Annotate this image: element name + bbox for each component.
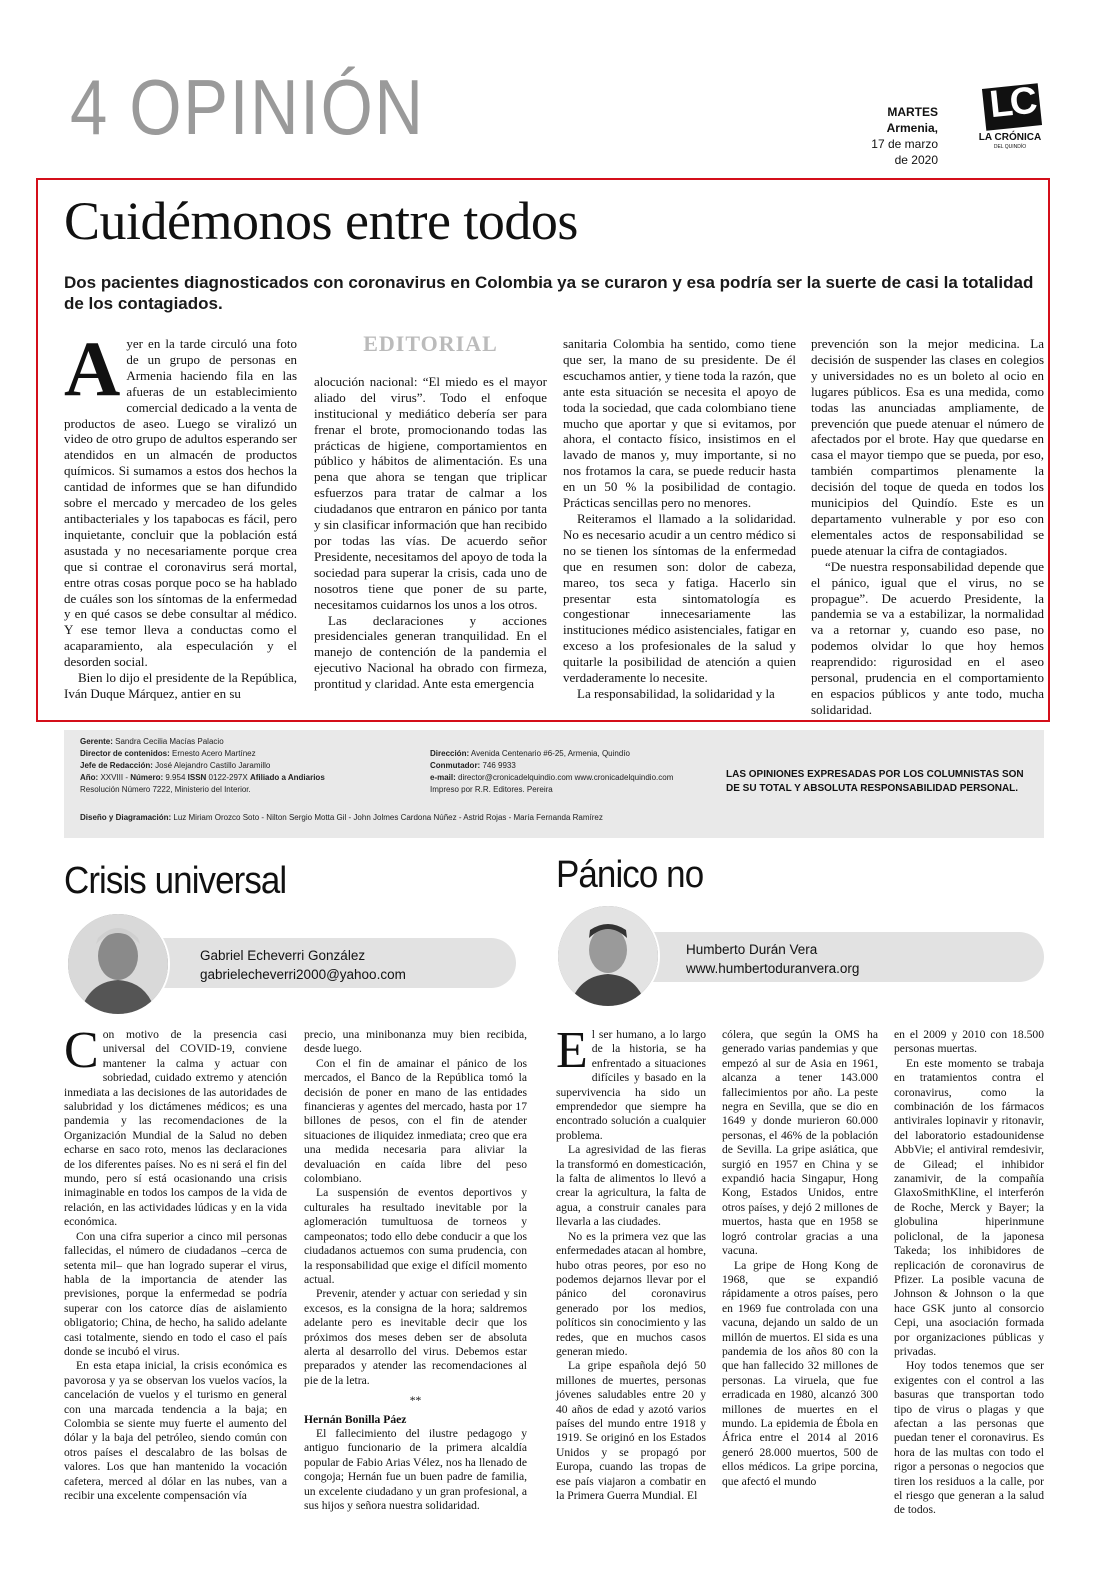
date-year: de 2020 [894, 153, 938, 167]
paragraph: La suspensión de eventos deportivos y culturales ha resultado inevitable por la aglomeración tumultuosa de torneos y campeonatos; todo ello debe conducir a que los ciudadanos actuemos con suma prudencia, con la responsabilidad que exige el difícil momento actual. [304, 1186, 527, 1286]
staff-right: Dirección: Avenida Centenario #6-25, Armenia, Quindío Conmutador: 746 9933 e-mail: director@cronicadelquindio.com www.cronicadelquindio.com Impreso por R.R. Editores. Pereira [430, 749, 674, 794]
paragraph: precio, una minibonanza muy bien recibida, desde luego. [304, 1028, 527, 1056]
paragraph: Con una cifra superior a cinco mil personas fallecidas, el número de ciudadanos –cerca de setenta mil– que han logrado superar el virus, habla de la importancia de atender las previsiones, porque la enfermedad se podría superar con los catorce días de aislamiento obligatorio; China, de hecho, ha salido adelante casi totalmente, siendo en todo el caso el país donde se incubó el virus. [64, 1229, 287, 1358]
column-right-title: Pánico no [556, 854, 704, 896]
paragraph: Reiteramos el llamado a la solidaridad. No es necesario acudir a un centro médico si no se tienen los síntomas de la enfermedad que en resumen son: dolor de cabeza, mareo, tos seca y fatiga. Hacerlo sin presentar esta sintomatología es congestionar innecesariamente las instituciones médico asistenciales, fatigar en exceso a los profesionales de la salud y quitarle la posibilidad de atención a quien verdaderamente lo necesite. [563, 510, 796, 686]
logo-sub: DEL QUINDÍO [993, 144, 1027, 150]
page-header [70, 63, 425, 151]
date-day: MARTES [887, 105, 938, 119]
editorial-column-3 [563, 336, 796, 702]
portrait-placeholder-icon [68, 914, 168, 1014]
opinion-disclaimer: LAS OPINIONES EXPRESADAS POR LOS COLUMNISTAS SON DE SU TOTAL Y ABSOLUTA RESPONSABILIDAD PERSONAL. [726, 769, 1024, 794]
paragraph: en el 2009 y 2010 con 18.500 personas muertas. [894, 1028, 1044, 1056]
paragraph: El ser humano, a lo largo de la historia, se ha enfrentado a situaciones difíciles y basado en la supervivencia ha sido un emprendedor que siempre ha encontrado solución a cualquier problema. [556, 1022, 706, 1142]
editorial-lead: Dos pacientes diagnosticados con coronavirus en Colombia ya se curaron y esa podría ser la suerte de casi la totalidad de los contagiados. [64, 273, 1034, 313]
paragraph: “De nuestra responsabilidad depende que el pánico, igual que el virus, no se propague”. De acuerdo Presidente, la pandemia se va a estabilizar, la normalidad va a retornar y, cuando eso pase, no podemos olvidar lo que hoy hemos reaprendido: rigurosidad en el aseo personal, prudencia en el comportamiento en espacios públicos y ante todo, mucha solidaridad. [811, 558, 1044, 717]
column-right-text-2 [722, 1028, 878, 1489]
column-left-byline [122, 938, 516, 988]
column-left-text-2 [304, 1028, 527, 1513]
staff-design: Diseño y Diagramación: Luz Miriam Orozco Soto - Nilton Sergio Motta Gil - John Jolmes Cardona Núñez - Astrid Rojas - María Fernanda Ramírez [80, 813, 603, 822]
date-line: 17 de marzo [871, 137, 938, 151]
author-photo [66, 912, 170, 1016]
paragraph: Con el fin de amainar el pánico de los mercados, el Banco de la República tomó la decisión de poner en mano de las entidades financieras y agentes del mercado, hasta por 17 billones de pesos, con el fin de atender situaciones de iliquidez inmediata; creo que era una medida necesaria para aliviar la devaluación en caída libre del peso colombiano. [304, 1056, 527, 1186]
column-left-title: Crisis universal [64, 860, 287, 902]
editorial-column-1 [64, 325, 297, 702]
paragraph: cólera, que según la OMS ha generado varias pandemias y que empezó al sur de Asia en 1961, alcanza a tener 143.000 fallecimientos por año. La peste negra en Sevilla, que se dio en 1649 y donde murieron 60.000 personas, el 46% de la población de Sevilla. La gripe asiática, que surgió en 1957 en China y se expandió hacia Singapur, Hong Kong, Estados Unidos, entre otros países, y dejó 2 millones de muertos, hasta que en 1958 se logró controlar gracias a una vacuna. [722, 1028, 878, 1258]
paragraph: La responsabilidad, la solidaridad y la [577, 685, 775, 701]
portrait-placeholder-icon [558, 906, 658, 1006]
separator: ** [409, 1394, 422, 1408]
paragraph: sanitaria Colombia ha sentido, como tiene que ser, la mano de su presidente. De él escuchamos antier, y tiene toda la razón, que ante esta situación se necesita el apoyo de toda la sociedad, que cada colombiano tiene mucho que aportar y que si evitamos, por ahora, el contacto físico, insistimos en el lavado de manos y, muy importante, si no nos frotamos la cara, se puede reducir hasta en un 50 % la posibilidad de contagio. Prácticas sencillas pero no menores. [563, 336, 796, 511]
drop-cap: C [64, 1022, 99, 1079]
drop-cap: E [556, 1022, 588, 1079]
editorial-tag: EDITORIAL [363, 331, 498, 356]
newspaper-logo [978, 79, 1044, 150]
staff-left: Gerente: Sandra Cecilia Macías Palacio Director de contenidos: Ernesto Acero Martínez Jefe de Redacción: José Alejandro Castillo Jaramillo Año: XXVIII - Número: 9.954 ISSN 0122-297X Afiliado a Andiarios Resolución Número 7222, Ministerio del Interior. [80, 737, 325, 794]
paragraph: La gripe de Hong Kong de 1968, que se expandió rápidamente a otros países, pero en 1969 fue controlada con una vacuna, dejando un saldo de un millón de muertos. El sida es una pandemia de los años 80 con la que han fallecido 32 millones de personas. La viruela, que fue erradicada en 1980, alcanzó 300 millones de muertes en el mundo. La epidemia de Ébola en África entre el 2014 al 2016 generó 28.000 muertos, 500 de ellos médicos. La gripe porcina, que afectó el mundo [722, 1258, 878, 1488]
paragraph: Prevenir, atender y actuar con seriedad y sin excesos, es la consigna de la hora; saldremos adelante pero es inevitable decir que los próximos dos meses deben ser de absoluta alerta al desarrollo del virus. Debemos estar preparados y atender las recomendaciones al pie de la letra. [304, 1287, 527, 1387]
paragraph: En este momento se trabaja en tratamientos contra el coronavirus, como la combinación de los fármacos antivirales lopinavir y ritonavir, del laboratorio estadounidense AbbVie; el antiviral remdesivir, de Gilead; el inhibidor zanamivir, de la compañía GlaxoSmithKline, el interferón de Roche, Merck y Bayer; la globulina hiperinmune policlonal, de la japonesa Takeda; los inhibidores de replicación de coronavirus de Pfizer. La posible vacuna de Johnson & Johnson o la que hace GSK junto al consorcio Cepi, una asociación formada por organizaciones públicas y privadas. [894, 1056, 1044, 1358]
column-right-byline [612, 932, 1044, 982]
paragraph: Bien lo dijo el presidente de la República, Iván Duque Márquez, antier en su [64, 670, 297, 701]
editorial-column-2 [314, 331, 547, 692]
author-name: Humberto Durán Vera [686, 942, 818, 957]
logo-initials: LC [987, 79, 1037, 127]
author-name: Gabriel Echeverri González [200, 948, 366, 963]
editorial-headline: Cuidémonos entre todos [64, 191, 578, 251]
paragraph: Las declaraciones y acciones presidenciales generan tranquilidad. En el manejo de contención de la pandemia el ejecutivo Nacional ha obrado con firmeza, prontitud y claridad. Ante esta emergencia [314, 612, 547, 692]
logo-name: LA CRÓNICA [978, 132, 1042, 143]
paragraph: Con motivo de la presencia casi universal del COVID-19, conviene mantener la calma y actuar con sobriedad, cuidado extremo y atención inmediata a las decisiones de las autoridades de salubridad y los dictámenes médicos; es una pandemia y las recomendaciones de la Organización Mundial de la Salud no deben echarse en saco roto, menos las declaraciones de los diferentes países. No es ni será el fin del mundo, pero sí está ocasionando una crisis inimaginable en todos los campos de la vida de relación, en las actividades lúdicas y en la vida económica. [64, 1022, 287, 1229]
date-city: Armenia, [886, 121, 938, 135]
paragraph: El fallecimiento del ilustre pedagogo y antiguo funcionario de la primera alcaldía popular de Fabio Arias Vélez, nos ha llenado de congoja; Hernán fue un buen padre de familia, un excelente ciudadano y un gran profesional, a sus hijos y señora nuestra solidaridad. [304, 1426, 527, 1512]
column-left-text-1 [64, 1022, 287, 1503]
subheading: Hernán Bonilla Páez [304, 1412, 407, 1426]
column-right-text-3 [894, 1028, 1044, 1518]
page-number: 4 [70, 63, 110, 151]
author-photo [556, 904, 660, 1008]
section-title: OPINIÓN [129, 63, 425, 151]
paragraph: prevención son la mejor medicina. La decisión de suspender las clases en colegios y universidades no es un boleto al ocio en lugares públicos. Esa es una medida, como todas las anunciadas ampliamente, de prevención que puede atenuar el número de afectados por el brote. Hay que quedarse en casa el mayor tiempo que se pueda, por eso, también compartimos plenamente la decisión del toque de queda en todos los municipios del Quindío. Este es un departamento vulnerable y por eso con elementales actos de responsabilidad se puede atenuar la cifra de contagiados. [811, 336, 1044, 558]
paragraph: Ayer en la tarde circuló una foto de un grupo de personas en Armenia haciendo fila en las afueras de un establecimiento comercial dedicado a la venta de productos de aseo. Luego se viralizó un video de otro grupo de adultos esperando ser atendidos en un almacén de productos químicos. Si sumamos a estos dos hechos la cantidad de informes que se han difundido sobre el mercado y mercadeo de los geles antibacteriales y los tapabocas es fácil, pero inquietante, concluir que la población está asustada y no necesariamente porque crea que si contrae el coronavirus será mortal, entre otras cosas porque poco se ha hablado de cuáles son los síntomas de la enfermedad y en qué casos se debe consultar al médico. Y ese temor lleva a conductas como el acaparamiento, ala especulación y el desorden social. [64, 325, 297, 670]
edition-date [830, 104, 938, 168]
paragraph: No es la primera vez que las enfermedades atacan al hombre, hubo otras peores, por eso no podemos dejarnos llevar por el pánico del coronavirus generado por los medios, políticos sin conocimiento y las redes, que en muchos casos generan miedo. [556, 1229, 706, 1358]
paragraph: alocución nacional: “El miedo es el mayor aliado del virus”. Todo el enfoque institucional y mediático debería ser para frenar el brote, promocionando todas las prácticas de higiene, comportamientos en público y hábitos de alimentación. Es una pena que ahora se tengan que triplicar esfuerzos para tratar de calmar a los ciudadanos que entraron en pánico por tanta y sin clasificar información que han recibido por todas las vías. De acuerdo señor Presidente, necesitamos del apoyo de toda la sociedad para superar la crisis, cada uno de nosotros tiene que poner de su parte, necesitamos cuidarnos los unos a los otros. [314, 373, 547, 612]
author-contact: www.humbertoduranvera.org [686, 961, 860, 976]
paragraph: La agresividad de las fieras la transformó en domesticación, la falta de alimentos lo llevó a crear la agricultura, la falta de agua, a construir canales para llevarla a las ciudades. [556, 1143, 706, 1229]
editorial-column-4 [811, 336, 1044, 718]
paragraph: Hoy todos tenemos que ser exigentes con el control a las basuras que transportan todo tipo de virus o plagas y que afectan a las personas que puedan tener el coronavirus. Es hora de las multas con todo el rigor a personas o negocios que tiren los residuos a la calle, por el riesgo que generan a la salud de todos. [894, 1359, 1044, 1517]
drop-cap: A [64, 325, 121, 412]
author-contact: gabrielecheverri2000@yahoo.com [200, 967, 406, 982]
paragraph: La gripe española dejó 50 millones de muertes, personas jóvenes saludables entre 20 y 40 años de edad y azotó varios países del mundo entre 1918 y 1919. Se originó en los Estados Unidos y se propagó por Europa, cuando las tropas de ese país viajaron a combatir en la Primera Guerra Mundial. El [556, 1359, 706, 1502]
column-right-text-1 [556, 1022, 706, 1503]
paragraph: En esta etapa inicial, la crisis económica es pavorosa y ya se observan los vuelos vacíos, la cancelación de vuelos y el turismo en general con una marcada tendencia a la baja; en Colombia se siente muy fuerte el aumento del dólar y la baja del petróleo, siendo común con otros países el descalabro de las bolsas de valores. Los que han mantenido la vocación cafetera, merced al dólar en las nubes, van a recibir una excelente compensación vía [64, 1359, 287, 1502]
